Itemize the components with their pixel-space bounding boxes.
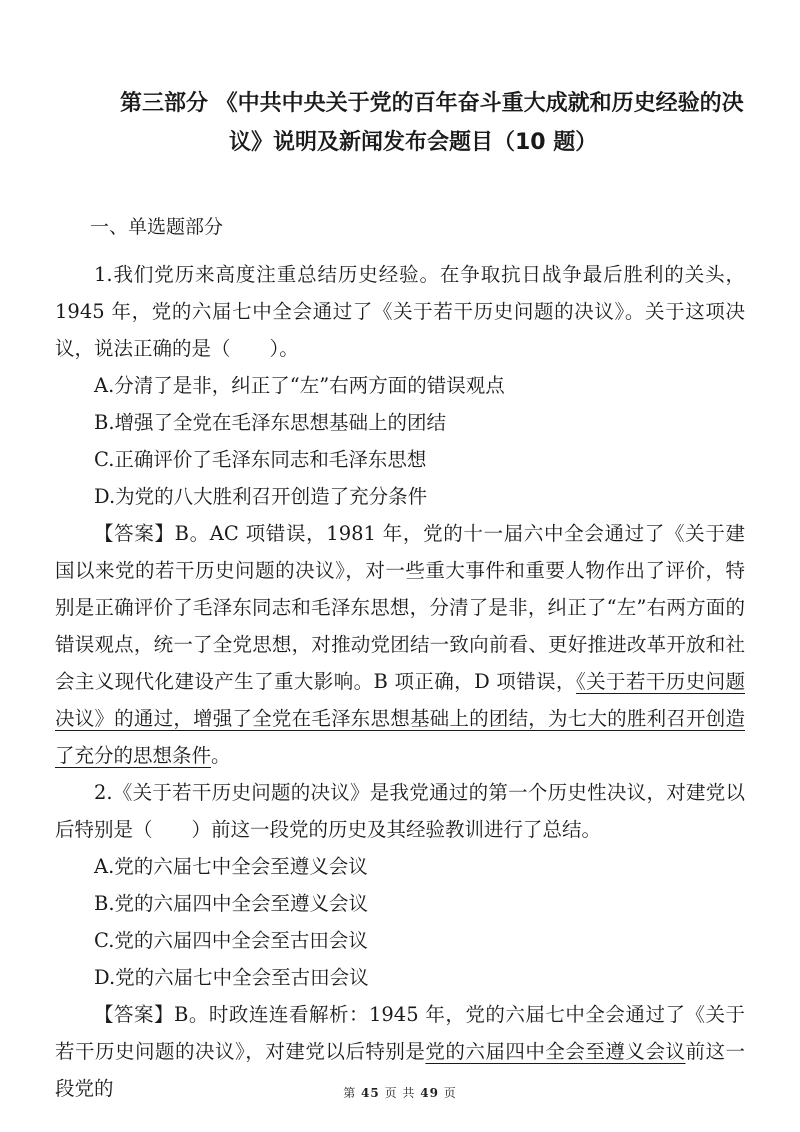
section-heading: 一、单选题部分 (90, 216, 224, 238)
question-2-option-d: D.党的六届七中全会至古田会议 (94, 966, 369, 989)
document-title-line1: 第三部分 《中共中央关于党的百年奋斗重大成就和历史经验的决 (120, 91, 744, 116)
answer-label: 【答案】 (94, 1003, 175, 1026)
question-1-option-b: B.增强了全党在毛泽东思想基础上的团结 (94, 411, 447, 434)
answer-text: B。AC 项错误，1981 年，党的十一届六中全会通过了《关于建国以来党的若干历史问题的决议》，对一些重大事件和重要人物作出了评价，特别是正确评价了毛泽东同志和毛泽东思想，分清了是非，纠正了“左”右两方面的错误观点，统一了全党思想，对推动党团结一致向前看、更好推进改革开放和社会主义现代化建设产生了重大影响。B 项正确，D 项错误， (55, 522, 745, 693)
question-2-option-c: C.党的六届四中全会至古田会议 (94, 929, 368, 952)
question-2-stem: 2.《关于若干历史问题的决议》是我党通过的第一个历史性决议，对建党以后特别是（ ）前这一段党的历史及其经验教训进行了总结。 (55, 781, 745, 841)
question-1-option-a: A.分清了是非，纠正了“左”右两方面的错误观点 (94, 374, 505, 397)
question-1-option-d: D.为党的八大胜利召开创造了充分条件 (94, 485, 428, 508)
answer-tail: 前这一段党的 (55, 1040, 745, 1100)
document-title-line2: 议》说明及新闻发布会题目（10 题） (229, 130, 598, 155)
footer-current-page: 45 (361, 1086, 380, 1100)
answer-label: 【答案】 (94, 522, 175, 545)
answer-text: B。时政连连看解析：1945 年，党的六届七中全会通过了《关于若干历史问题的决议》，对建党以后特别是 (55, 1003, 745, 1063)
footer-suffix: 页 (443, 1086, 457, 1100)
question-1-option-c: C.正确评价了毛泽东同志和毛泽东思想 (94, 448, 427, 471)
question-2-option-a: A.党的六届七中全会至遵义会议 (94, 855, 368, 878)
footer-prefix: 第 (343, 1086, 357, 1100)
question-1-stem: 1.我们党历来高度注重总结历史经验。在争取抗日战争最后胜利的关头，1945 年，党的六届七中全会通过了《关于若干历史问题的决议》。关于这项决议，说法正确的是（ ）。 (55, 263, 745, 360)
question-1-answer (55, 515, 745, 774)
answer-underlined-text: 党的六届四中全会至遵义会议 (425, 1040, 686, 1063)
page-footer (0, 1085, 800, 1101)
footer-total-pages: 49 (420, 1086, 439, 1100)
answer-underlined-text: 《关于若干历史问题决议》的通过，增强了全党在毛泽东思想基础上的团结，为七大的胜利召开创造了充分的思想条件 (55, 670, 745, 767)
footer-middle: 页 共 (384, 1086, 416, 1100)
document-body (55, 256, 745, 1107)
answer-tail: 。 (211, 744, 231, 767)
question-2-option-b: B.党的六届四中全会至遵义会议 (94, 892, 369, 915)
